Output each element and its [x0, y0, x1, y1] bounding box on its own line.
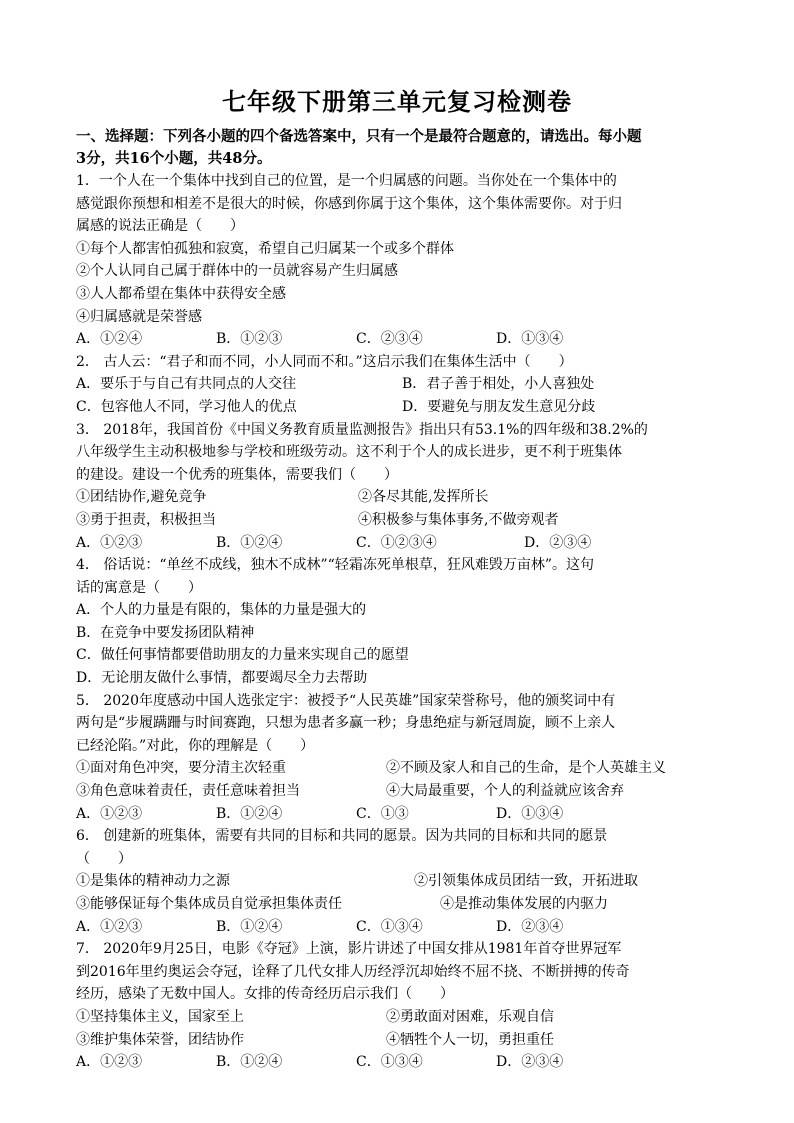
statements-row	[76, 1006, 718, 1029]
statement: ②不顾及家人和自己的生命，是个人英雄主义	[386, 760, 666, 777]
option-b[interactable]: B．在竞争中要发扬团队精神	[76, 624, 255, 641]
option-a[interactable]: A．要乐于与自己有共同点的人交往	[76, 376, 297, 393]
question-stem: 感觉跟你预想和相差不是很大的时候，你感到你属于这个集体，这个集体需要你。对于归	[76, 195, 622, 212]
statements-row	[76, 870, 718, 893]
option-c[interactable]: C．②③④	[356, 331, 423, 348]
option-b[interactable]: B．君子善于相处，小人喜独处	[402, 376, 595, 393]
question-2	[76, 351, 718, 419]
question-4	[76, 554, 718, 690]
question-stem: 两句是“步履蹒跚与时间赛跑，只想为患者多赢一秒；身患绝症与新冠周旋，顾不上亲人	[76, 715, 616, 732]
question-6	[76, 825, 718, 938]
option-d[interactable]: D．②③④	[496, 918, 564, 935]
option-d[interactable]: D．无论朋友做什么事情，都要竭尽全力去帮助	[76, 670, 368, 687]
answer-options	[76, 373, 718, 396]
answer-options	[76, 328, 718, 351]
statement: ②各尽其能,发挥所长	[358, 489, 489, 506]
statement: ③人人都希望在集体中获得安全感	[76, 285, 286, 302]
answer-options	[76, 803, 718, 826]
question-stem: 7． 2020年9月25日，电影《夺冠》上演，影片讲述了中国女排从1981年首夺世界冠军	[76, 941, 622, 958]
statement: ①坚持集体主义，国家至上	[76, 1008, 244, 1025]
option-c[interactable]: C．①③④	[356, 1054, 423, 1071]
statement: ②个人认同自己属于群体中的一员就容易产生归属感	[76, 263, 398, 280]
option-d[interactable]: D．要避免与朋友发生意见分歧	[402, 398, 596, 415]
statement: ④牺牲个人一切，勇担重任	[386, 1031, 554, 1048]
question-stem: 1．一个人在一个集体中找到自己的位置，是一个归属感的问题。当你处在一个集体中的	[76, 173, 617, 189]
option-a[interactable]: A．①②③	[76, 805, 143, 822]
statement: ②勇敢面对困难，乐观自信	[386, 1008, 554, 1025]
option-d[interactable]: D．②③④	[496, 1054, 564, 1071]
page-title: 七年级下册第三单元复习检测卷	[222, 87, 572, 116]
answer-options	[76, 396, 718, 419]
option-b[interactable]: B．①②④	[216, 534, 283, 551]
question-stem: 已经沦陷。”对此，你的理解是（ ）	[76, 737, 315, 754]
option-b[interactable]: B．①②④	[216, 1054, 283, 1071]
option-a[interactable]: A．个人的力量是有限的，集体的力量是强大的	[76, 602, 367, 619]
option-a[interactable]: A．①②③	[76, 1054, 143, 1071]
statement: ③勇于担责，积极担当	[76, 511, 216, 528]
question-stem: 属感的说法正确是（ ）	[76, 218, 244, 235]
statement: ③角色意味着责任，责任意味着担当	[76, 783, 300, 800]
option-c[interactable]: C．①③	[356, 805, 409, 822]
statement: ①面对角色冲突，要分清主次轻重	[76, 760, 286, 777]
question-stem: 3． 2018年，我国首份《中国义务教育质量监测报告》指出只有53.1%的四年级和38.2%的	[76, 421, 648, 438]
question-1	[76, 170, 718, 351]
option-c[interactable]: C．①③④	[356, 918, 423, 935]
statement: ③能够保证每个集体成员自觉承担集体责任	[76, 896, 342, 912]
option-d[interactable]: D．①③④	[496, 331, 564, 348]
option-c[interactable]: C．包容他人不同，学习他人的优点	[76, 398, 297, 415]
option-a[interactable]: A．①②③	[76, 534, 143, 551]
question-stem: 2． 古人云：“君子和而不同，小人同而不和。”这启示我们在集体生活中（ ）	[76, 353, 573, 370]
option-a[interactable]: A．①②④	[76, 331, 143, 348]
statement: ④是推动集体发展的内驱力	[440, 896, 608, 912]
statement: ④积极参与集体事务,不做旁观者	[358, 511, 559, 528]
statement: ①是集体的精神动力之源	[76, 873, 230, 890]
question-5	[76, 690, 718, 826]
option-a[interactable]: A．①②③	[76, 918, 143, 935]
question-stem: 的建设。建设一个优秀的班集体，需要我们（ ）	[76, 466, 398, 483]
option-b[interactable]: B．①②④	[216, 805, 283, 822]
option-d[interactable]: D．②③④	[524, 534, 592, 551]
statements-row	[76, 509, 718, 532]
answer-options	[76, 916, 718, 939]
statement: ①团结协作,避免竞争	[76, 489, 207, 506]
statement: ②引领集体成员团结一致，开拓进取	[414, 873, 638, 890]
statement: ④大局最重要，个人的利益就应该舍弃	[386, 783, 624, 800]
option-c[interactable]: C．①②③④	[356, 534, 437, 551]
statements-row	[76, 486, 718, 509]
question-stem: 八年级学生主动积极地参与学校和班级劳动。这不利于个人的成长进步，更不利于班集体	[76, 444, 622, 461]
statement: ①每个人都害怕孤独和寂寞，希望自己归属某一个或多个群体	[76, 240, 454, 257]
statements-row	[76, 757, 718, 780]
answer-options	[76, 532, 718, 555]
answer-options	[76, 1051, 718, 1074]
question-stem: 4． 俗话说：“单丝不成线，独木不成林”“轻霜冻死单根草，狂风难毁万亩林”。这句	[76, 557, 594, 574]
question-stem: 经历，感染了无数中国人。女排的传奇经历启示我们（ ）	[76, 986, 454, 1003]
statement: ③维护集体荣誉，团结协作	[76, 1031, 244, 1048]
exam-page	[76, 86, 718, 1074]
statements-row	[76, 1029, 718, 1052]
question-stem: 5． 2020年度感动中国人选张定宇：被授予“人民英雄”国家荣誉称号，他的颁奖词中有	[76, 692, 616, 709]
statements-row	[76, 780, 718, 803]
section-heading-line-1: 一、选择题：下列各小题的四个备选答案中，只有一个是最符合题意的，请选出。每小题	[76, 128, 642, 145]
question-7	[76, 938, 718, 1074]
option-b[interactable]: B．①②④	[216, 918, 283, 935]
statement: ④归属感就是荣誉感	[76, 308, 202, 325]
option-d[interactable]: D．①③④	[496, 805, 564, 822]
option-b[interactable]: B．①②③	[216, 331, 283, 348]
question-stem: 话的寓意是（ ）	[76, 579, 202, 596]
option-c[interactable]: C．做任何事情都要借助朋友的力量来实现自己的愿望	[76, 647, 409, 664]
question-stem: 6． 创建新的班集体，需要有共同的目标和共同的愿景。因为共同的目标和共同的愿景	[76, 828, 608, 845]
question-stem: 到2016年里约奥运会夺冠，诠释了几代女排人历经浮沉却始终不屈不挠、不断拼搏的传奇	[76, 963, 630, 980]
statements-row	[76, 893, 718, 916]
question-stem: （ ）	[76, 850, 132, 867]
question-3	[76, 419, 718, 555]
section-heading-line-2: 3分，共16个小题，共48分。	[76, 150, 272, 167]
